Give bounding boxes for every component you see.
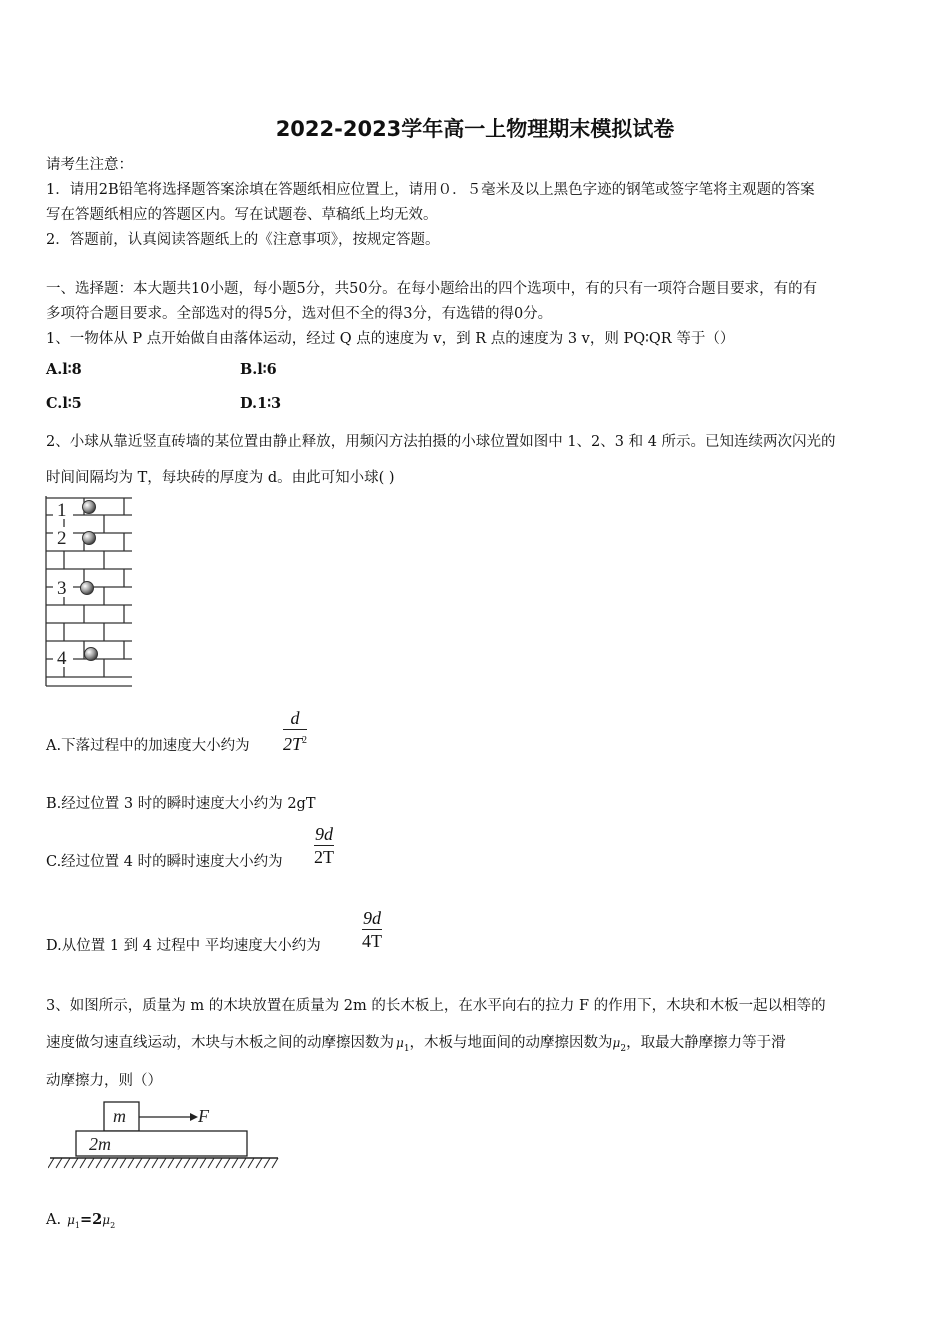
question-2-text: 2、小球从靠近竖直砖墙的某位置由静止释放，用频闪方法拍摄的小球位置如图中 1、2、3 和 4 所示。已知连续两次闪光的 <box>46 434 836 450</box>
force-label: F <box>198 1106 209 1126</box>
question-3-text: 3、如图所示，质量为 m 的木块放置在质量为 2m 的长木板上，在水平向右的拉力 F 的作用下，木块和木板一起以相等的 <box>46 998 826 1014</box>
ball-4 <box>85 648 98 661</box>
page-title: 2022-2023学年高一上物理期末模拟试卷 <box>275 117 675 141</box>
ball-2 <box>83 532 96 545</box>
question-3-text-cont2: 动摩擦力，则（） <box>46 1073 162 1089</box>
ball-3 <box>81 582 94 595</box>
notice-item-2: 2．答题前，认真阅读答题纸上的《注意事项》，按规定答题。 <box>46 232 440 248</box>
q2-option-a: A.下落过程中的加速度大小约为 <box>46 738 250 754</box>
question-2-text-cont: 时间间隔均为 T，每块砖的厚度为 d。由此可知小球( ) <box>46 470 395 486</box>
ball-label-1: 1 <box>57 500 67 521</box>
q2-option-a-fraction <box>283 708 307 754</box>
block-board-figure <box>48 1098 282 1174</box>
fraction-denominator: 4T <box>362 931 382 951</box>
ball-label-2: 2 <box>57 528 67 549</box>
fraction-numerator: 9d <box>363 908 381 928</box>
q2-option-d: D.从位置 1 到 4 过程中 平均速度大小约为 <box>46 938 321 954</box>
q1-option-c: C.l∶5 <box>46 395 82 412</box>
question-1-text: 1、一物体从 P 点开始做自由落体运动，经过 Q 点的速度为 v，到 R 点的速度为 3 v，则 PQ∶QR 等于（） <box>46 331 735 347</box>
q3-option-a: A. $\mu_1=2\mu_2$ <box>46 1211 116 1230</box>
fraction-numerator: d <box>290 708 300 728</box>
fraction-denominator: 2T <box>314 847 334 867</box>
notice-item-1: 1．请用2B铅笔将选择题答案涂填在答题纸相应位置上，请用０．５毫米及以上黑色字迹的钢笔或签字笔将主观题的答案 <box>46 182 815 198</box>
q1-option-a: A.l∶8 <box>46 361 82 378</box>
q2-option-c: C.经过位置 4 时的瞬时速度大小约为 <box>46 854 283 870</box>
q2-option-c-fraction <box>314 824 334 867</box>
notice-heading: 请考生注意： <box>46 157 133 173</box>
mu-symbol: μ <box>612 1036 621 1050</box>
q1-option-b: B.l∶6 <box>240 361 277 378</box>
question-3-text-cont: 速度做匀速直线运动，木块与木板之间的动摩擦因数为 $\mu_1$，木板与地面间的动摩擦因数为$\mu_2$，取最大静摩擦力等于滑 <box>46 1035 786 1054</box>
ball-1 <box>83 501 96 514</box>
q2-option-b: B.经过位置 3 时的瞬时速度大小约为 2gT <box>46 796 316 812</box>
q1-option-d: D.1∶3 <box>240 395 282 412</box>
brick-wall-figure <box>44 496 136 690</box>
section-intro: 一、选择题：本大题共10小题，每小题5分，共50分。在每小题给出的四个选项中，有的只有一项符合题目要求，有的有 <box>46 281 818 297</box>
fraction-denominator: 2T <box>283 734 303 754</box>
block-label: m <box>113 1106 126 1126</box>
ball-label-4: 4 <box>57 648 67 669</box>
fraction-exponent: 2 <box>302 735 308 746</box>
q2-option-d-fraction <box>362 908 382 951</box>
section-intro-cont: 多项符合题目要求。全部选对的得5分，选对但不全的得3分，有选错的得0分。 <box>46 306 553 322</box>
notice-item-1-cont: 写在答题纸相应的答题区内。写在试题卷、草稿纸上均无效。 <box>46 207 438 223</box>
board-label: 2m <box>89 1134 111 1154</box>
fraction-numerator: 9d <box>315 824 333 844</box>
mu-symbol: μ <box>396 1036 404 1050</box>
ball-label-3: 3 <box>57 578 67 599</box>
